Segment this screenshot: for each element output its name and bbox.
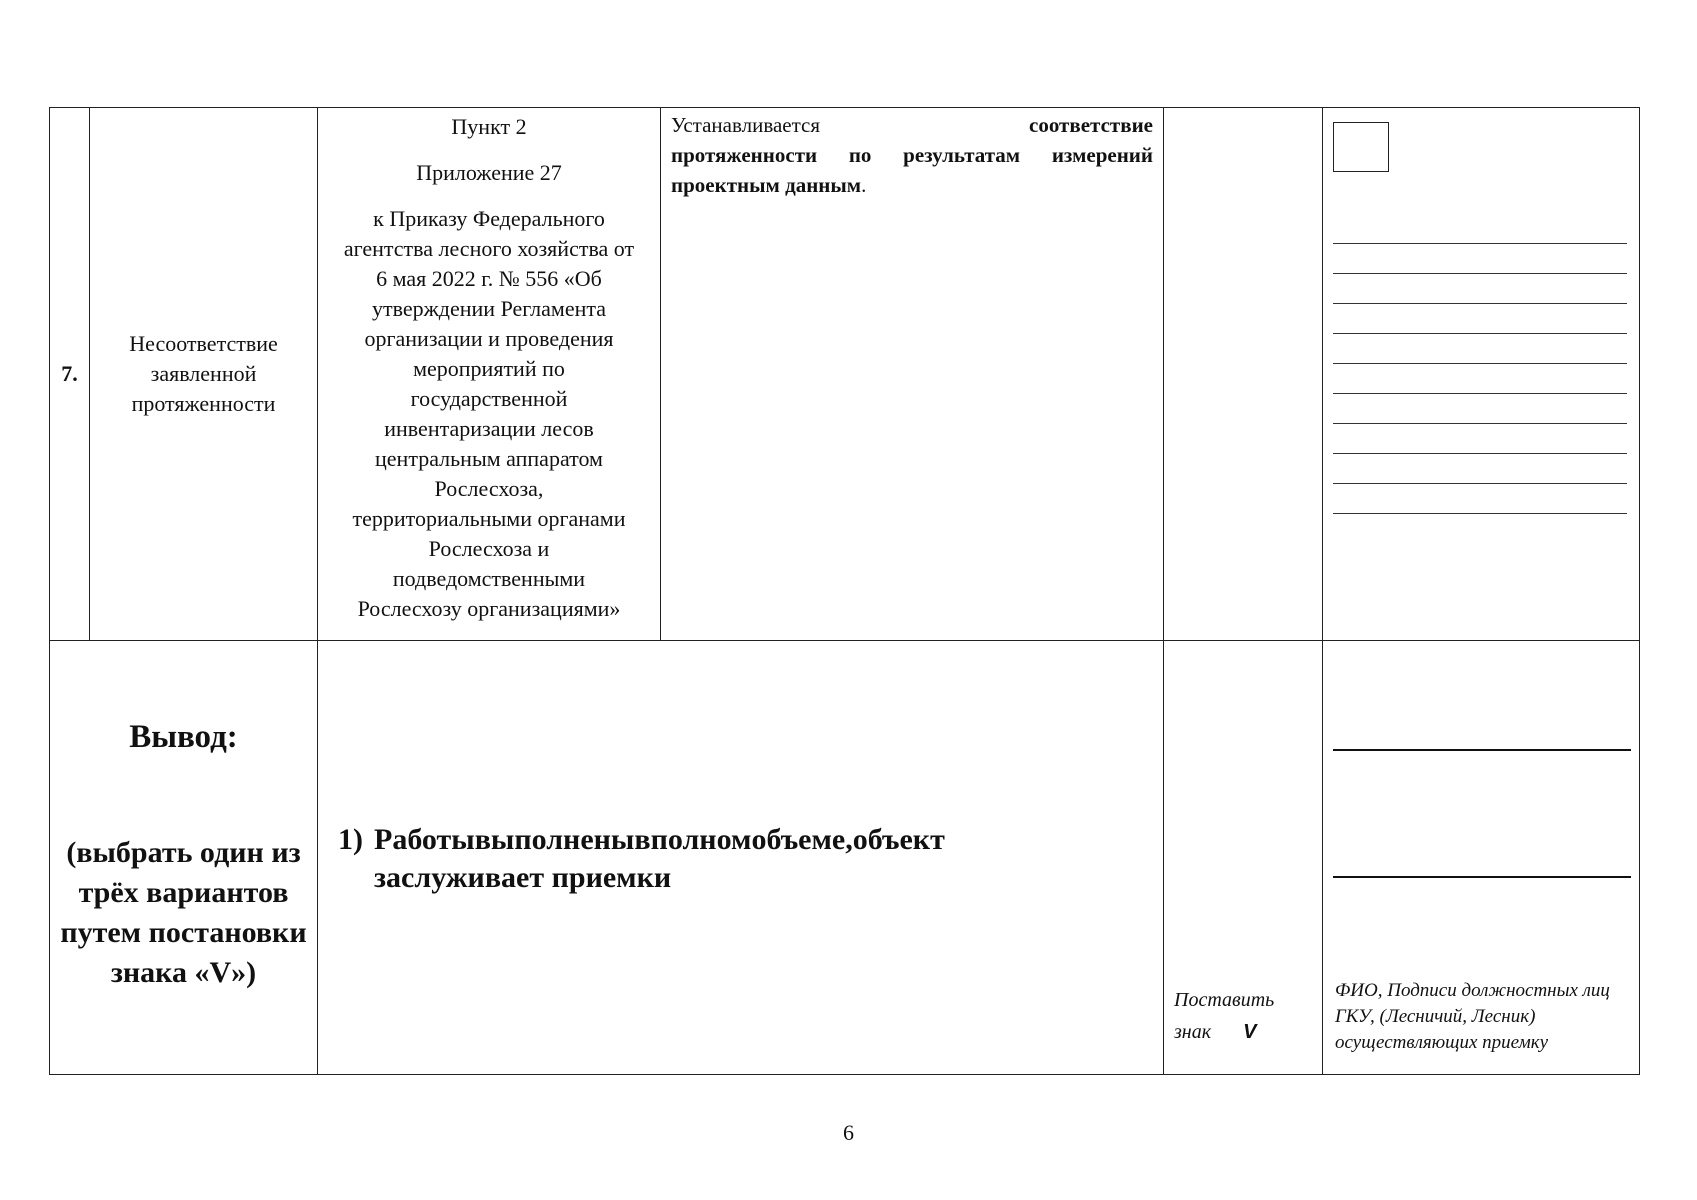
conclusion-option-cell: [318, 641, 1164, 1075]
signature-caption: ФИО, Подписи должностных лиц ГКУ, (Лесничий, Лесник) осуществляющих приемку: [1335, 980, 1610, 1053]
option-word: выполнены: [474, 823, 635, 856]
reference-line: Рослесхоза и: [428, 536, 550, 561]
signature-line[interactable]: [1333, 876, 1631, 878]
option-word: в: [634, 823, 651, 856]
signature-line[interactable]: [1333, 304, 1627, 334]
signature-line[interactable]: [1333, 394, 1627, 424]
conclusion-row: [50, 641, 1640, 1075]
option-number: 1): [338, 823, 363, 856]
option-word: Работы: [374, 823, 475, 856]
option-word: полном: [650, 823, 752, 856]
option-rest: заслуживает приемки: [374, 861, 672, 894]
reference-line: территориальными органами: [352, 506, 626, 531]
violation-name: Несоответствие заявленной протяженности: [90, 108, 318, 641]
signature-lines: [1333, 214, 1627, 514]
requirement-text: [661, 108, 1164, 641]
signature-column: [1323, 108, 1640, 641]
requirement-bold-rest: протяженности по результатам измерений проектным данным: [671, 143, 1153, 197]
signature-line[interactable]: [1333, 454, 1627, 484]
option-word: объект: [852, 823, 945, 856]
table-row: [50, 108, 1640, 641]
signature-line[interactable]: [1333, 364, 1627, 394]
requirement-lead: Устанавливается: [671, 113, 821, 137]
check-mark-v: V: [1243, 1021, 1257, 1043]
checkbox[interactable]: [1333, 122, 1389, 172]
signature-line[interactable]: [1333, 244, 1627, 274]
signature-line[interactable]: [1333, 274, 1627, 304]
requirement-bold-first: соответствие: [1029, 113, 1153, 137]
reference-line: инвентаризации лесов: [384, 416, 594, 441]
reference-appendix: Приложение 27: [416, 160, 562, 185]
conclusion-title: Вывод:: [129, 719, 238, 755]
page-number: 6: [843, 1120, 854, 1145]
row-number: 7.: [50, 108, 90, 641]
conclusion-label-cell: [50, 641, 318, 1075]
signature-line[interactable]: [1333, 334, 1627, 364]
requirement-end: .: [861, 173, 867, 197]
reference-line: агентства лесного хозяйства от: [343, 236, 635, 261]
regulation-reference: [318, 108, 661, 641]
option-word: объеме,: [751, 823, 853, 856]
reference-line: организации и проведения: [364, 326, 614, 351]
signature-line[interactable]: [1333, 214, 1627, 244]
mark-word: знак: [1174, 1021, 1212, 1043]
reference-line: 6 мая 2022 г. № 556 «Об: [376, 266, 602, 291]
reference-line: центральным аппаратом: [375, 446, 603, 471]
mark-cell[interactable]: [1164, 641, 1323, 1075]
reference-line: Рослесхозу организациями»: [357, 596, 621, 621]
reference-line: мероприятий по: [413, 356, 565, 381]
signature-line[interactable]: [1333, 749, 1631, 751]
conclusion-instruction: (выбрать один из трёх вариантов путем постановки знака «V»): [60, 836, 307, 989]
reference-line: подведомственными: [392, 566, 586, 591]
signature-line[interactable]: [1333, 424, 1627, 454]
reference-point: Пункт 2: [451, 114, 527, 139]
mark-label: Поставить: [1174, 989, 1275, 1011]
mark-column: [1164, 108, 1323, 641]
option-first-line: [374, 821, 945, 859]
reference-line: утверждении Регламента: [371, 296, 607, 321]
signature-line[interactable]: [1333, 484, 1627, 514]
signature-cell: [1323, 641, 1640, 1075]
reference-line: государственной: [410, 386, 568, 411]
conclusion-option: [338, 821, 1153, 897]
reference-line: к Приказу Федерального: [373, 206, 605, 231]
inspection-table: [49, 107, 1640, 1075]
reference-line: Рослесхоза,: [434, 476, 544, 501]
